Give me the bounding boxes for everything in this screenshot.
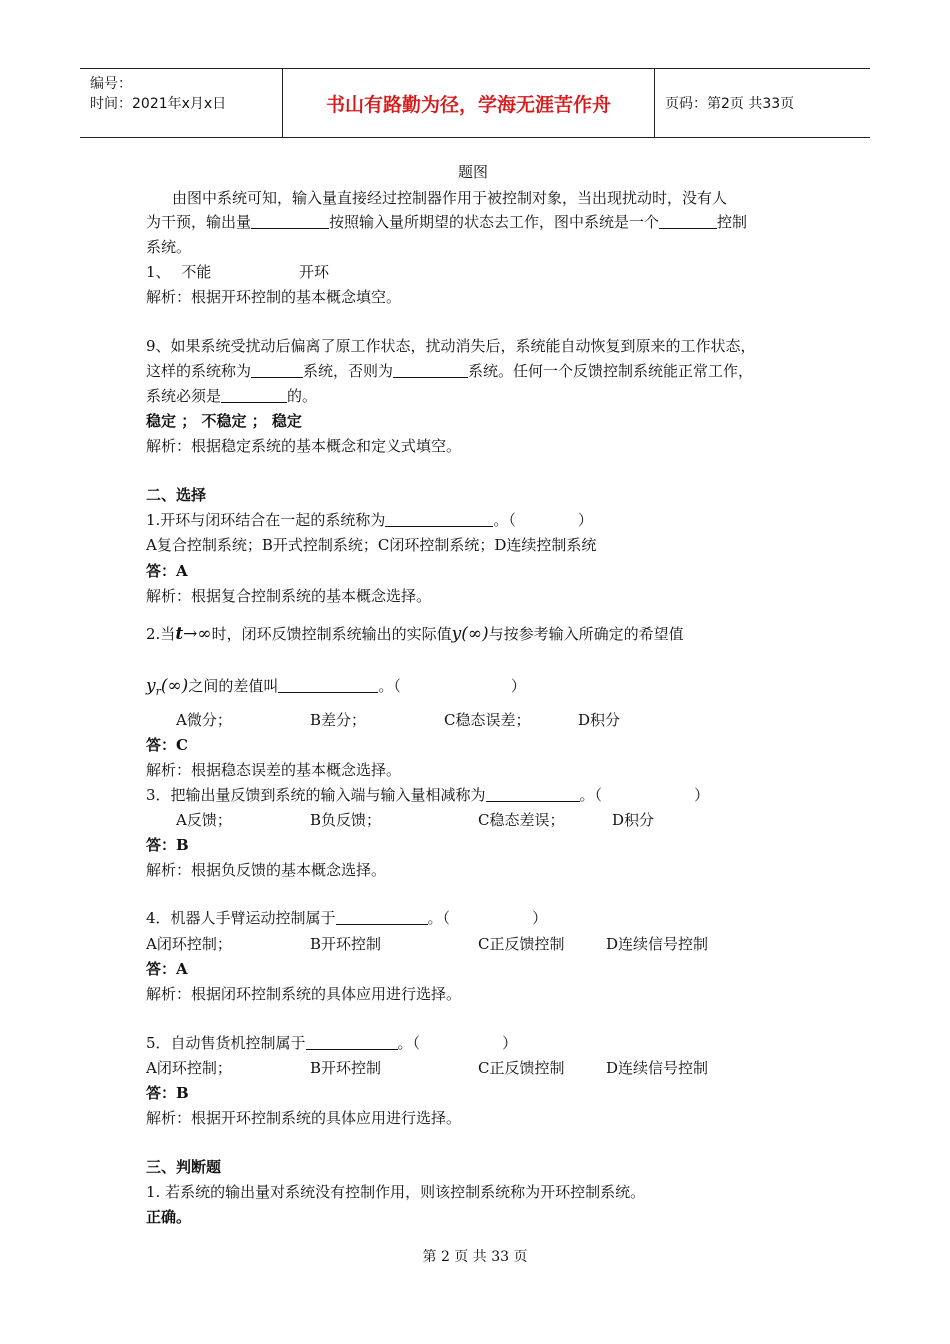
answer-blank	[278, 677, 378, 693]
s2-q4-answer: 答：A	[146, 960, 188, 978]
s2-q5-tail: 。（	[397, 1034, 421, 1052]
q9-line2-c: 系统。任何一个反馈控制系统能正常工作，	[468, 362, 754, 380]
s2-q4-stem-text: 4．机器人手臂运动控制属于	[146, 909, 336, 927]
math-yr-arg: (∞)	[160, 676, 189, 696]
s2-q2-analysis: 解析：根据稳态误差的基本概念选择。	[146, 761, 402, 779]
date-label: 时间：2021年x月x日	[90, 96, 227, 112]
answer-blank	[385, 511, 493, 527]
s2-q2-stem-2	[146, 676, 526, 702]
q8-line-1	[146, 188, 727, 208]
q9-line3-a: 系统必须是	[146, 387, 222, 405]
answer-blank	[393, 362, 468, 378]
s2-q5-stem	[146, 1033, 517, 1053]
math-t: t	[175, 624, 184, 644]
page-footer: 第 2 页 共 33 页	[422, 1249, 528, 1265]
s2-q2-answer: 答：C	[146, 736, 188, 754]
s3-q1: 1. 若系统的输出量对系统没有控制作用，则该控制系统称为开环控制系统。	[146, 1183, 646, 1201]
math-yr: y	[146, 676, 156, 696]
math-y-infinity: y(∞)	[451, 624, 489, 644]
answer-blank	[306, 1034, 398, 1050]
s2-q2-opt-a: A微分；	[176, 711, 232, 729]
q9-analysis: 解析：根据稳定系统的基本概念和定义式填空。	[146, 437, 462, 455]
s2-q1-close: ）	[577, 511, 593, 529]
s2-q3-opt-c: C稳态差误；	[478, 811, 565, 829]
s2-q2-opt-b: B差分；	[310, 711, 367, 729]
s2-q1-stem-text: 1.开环与闭环结合在一起的系统称为	[146, 511, 386, 529]
answer-blank	[486, 786, 580, 802]
s2-q2-stem-a: 2.当	[146, 625, 176, 643]
s2-q3-tail: 。（	[579, 786, 603, 804]
s2-q2-stem-c: 与按参考输入所确定的希望值	[488, 625, 684, 643]
answer-blank	[221, 387, 287, 403]
s2-q4-opt-a: A闭环控制；	[146, 935, 232, 953]
q9-line2-a: 这样的系统称为	[146, 362, 252, 380]
s2-q5-answer: 答：B	[146, 1084, 189, 1102]
q8-text-a: 由图中系统可知，输入量直接经过控制器作用于被控制对象，当出现扰动时，没有人	[172, 189, 728, 207]
motto: 书山有路勤为径，学海无涯苦作舟	[283, 69, 655, 137]
figure-caption: 题图	[458, 163, 489, 181]
s2-q3-opt-a: A反馈；	[176, 811, 232, 829]
s2-q3-stem	[146, 785, 709, 805]
q9-line-1: 9、如果系统受扰动后偏离了原工作状态，扰动消失后，系统能自动恢复到原来的工作状态，	[146, 337, 756, 355]
s2-q3-answer: 答：B	[146, 836, 189, 854]
s2-q4-tail: 。（	[427, 909, 451, 927]
s2-q4-close: ）	[532, 909, 548, 927]
s2-q1-tail: 。（	[493, 511, 516, 529]
s2-q5-stem-text: 5．自动售货机控制属于	[146, 1034, 306, 1052]
s2-q3-analysis: 解析：根据负反馈的基本概念选择。	[146, 861, 387, 879]
header-left-cell	[80, 69, 283, 137]
section-2-title: 二、选择	[146, 486, 207, 504]
q9-line2-b: 系统，否则为	[303, 362, 394, 380]
s2-q5-opt-d: D连续信号控制	[606, 1059, 709, 1077]
q8-answer-b: 开环	[299, 263, 330, 281]
s2-q4-analysis: 解析：根据闭环控制系统的具体应用进行选择。	[146, 985, 462, 1003]
q9-answer: 稳定 ； 不稳定 ； 稳定	[146, 412, 302, 430]
s2-q5-opt-b: B开环控制	[310, 1059, 382, 1077]
number-label: 编号：	[90, 76, 132, 92]
s2-q4-opt-b: B开环控制	[310, 935, 382, 953]
answer-blank	[251, 213, 329, 229]
s2-q2-opt-d: D积分	[578, 711, 621, 729]
section-3-title: 三、判断题	[146, 1158, 222, 1176]
q8-text-c: 系统。	[146, 238, 192, 256]
s2-q2-stem	[146, 624, 684, 644]
s2-q3-stem-text: 3．把输出量反馈到系统的输入端与输入量相减称为	[146, 786, 486, 804]
q8-text-b2: 按照输入量所期望的状态去工作，图中系统是一个	[329, 213, 660, 231]
s2-q2-stem-b: 时，闭环反馈控制系统输出的实际值	[211, 625, 452, 643]
s3-answer: 正确。	[146, 1208, 192, 1226]
s2-q4-stem	[146, 908, 547, 928]
s2-q3-opt-d: D积分	[612, 811, 655, 829]
s2-q1-stem	[146, 510, 593, 530]
q8-answer-a: 不能	[181, 263, 212, 281]
q9-line-3	[146, 386, 317, 406]
math-arrow-infinity: →∞	[183, 624, 212, 644]
s2-q1-answer: 答：A	[146, 562, 188, 580]
s2-q5-opt-c: C正反馈控制	[478, 1059, 565, 1077]
s2-q2-stem-d: 之间的差值叫	[188, 677, 279, 695]
s2-q3-opt-b: B负反馈；	[310, 811, 382, 829]
s2-q5-close: ）	[502, 1034, 518, 1052]
s2-q5-opt-a: A闭环控制；	[146, 1059, 232, 1077]
s2-q2-tail: 。（	[378, 677, 401, 695]
q8-line-2	[146, 212, 747, 232]
s2-q1-analysis: 解析：根据复合控制系统的基本概念选择。	[146, 587, 432, 605]
q9-line3-b: 的。	[287, 387, 318, 405]
s2-q2-opt-c: C稳态误差；	[444, 711, 531, 729]
s2-q3-close: ）	[694, 786, 710, 804]
page-label: 页码：第2页 共33页	[665, 96, 795, 112]
q8-answer-num: 1、	[146, 263, 171, 281]
s2-q4-opt-c: C正反馈控制	[478, 935, 565, 953]
s2-q4-opt-d: D连续信号控制	[606, 935, 709, 953]
q9-line-2	[146, 361, 753, 381]
math-yr-sub: r	[155, 685, 161, 698]
header-table	[80, 68, 870, 138]
s2-q5-analysis: 解析：根据开环控制系统的具体应用进行选择。	[146, 1109, 462, 1127]
q8-answer	[146, 262, 330, 282]
q8-text-b3: 控制	[717, 213, 748, 231]
answer-blank	[336, 909, 428, 925]
answer-blank	[659, 213, 717, 229]
s2-q1-options: A复合控制系统；B开式控制系统；C闭环控制系统；D连续控制系统	[146, 536, 597, 554]
q8-text-b1: 为干预，输出量	[146, 213, 252, 231]
answer-blank	[251, 362, 303, 378]
s2-q2-close: ）	[510, 677, 526, 695]
q8-analysis: 解析：根据开环控制的基本概念填空。	[146, 288, 402, 306]
